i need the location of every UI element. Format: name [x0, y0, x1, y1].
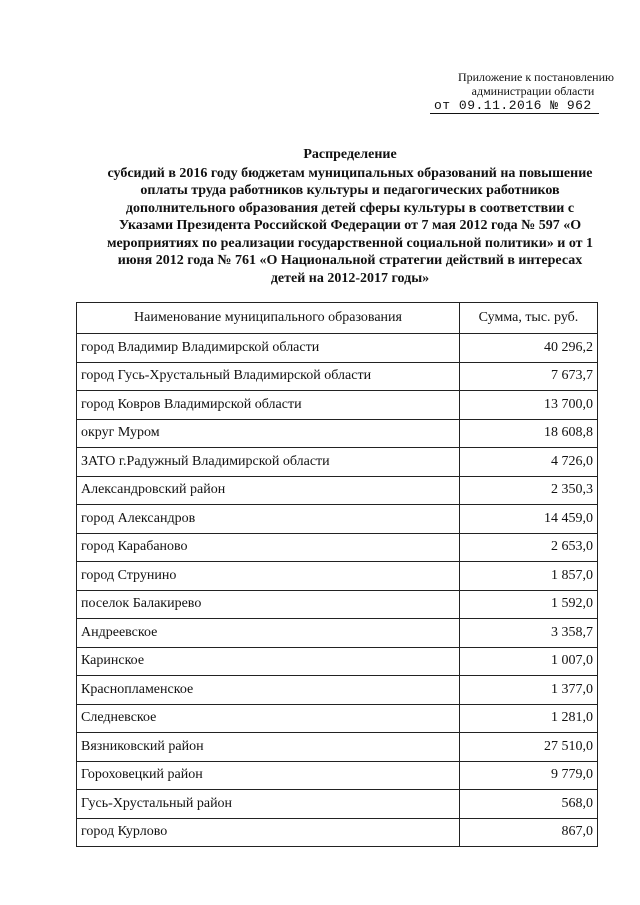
- municipality-name-cell: Каринское: [77, 647, 460, 676]
- appendix-date-number: от 09.11.2016 № 962: [430, 99, 599, 114]
- municipality-name-cell: город Курлово: [77, 818, 460, 847]
- municipality-name-cell: Александровский район: [77, 476, 460, 505]
- subsidy-amount-cell: 867,0: [460, 818, 598, 847]
- subsidy-amount-cell: 18 608,8: [460, 419, 598, 448]
- document-subtitle-line: мероприятиях по реализации государственной социальной политики» и от 1: [106, 235, 594, 251]
- subsidy-amount-cell: 27 510,0: [460, 733, 598, 762]
- table-row: [77, 676, 598, 705]
- table-row: [77, 818, 598, 847]
- municipality-name-cell: Гороховецкий район: [77, 761, 460, 790]
- municipality-name-cell: Вязниковский район: [77, 733, 460, 762]
- table-row: [77, 704, 598, 733]
- subsidies-table: [76, 302, 598, 847]
- document-subtitle-line: субсидий в 2016 году бюджетам муниципальных образований на повышение: [107, 165, 593, 181]
- table-body: [77, 334, 598, 847]
- municipality-name-cell: город Владимир Владимирской области: [77, 334, 460, 363]
- subsidy-amount-cell: 40 296,2: [460, 334, 598, 363]
- table-row: [77, 733, 598, 762]
- municipality-name-cell: город Александров: [77, 505, 460, 534]
- document-title: Распределение: [303, 147, 397, 162]
- municipality-name-cell: Краснопламенское: [77, 676, 460, 705]
- document-subtitle-line: оплаты труда работников культуры и педагогических работников: [140, 183, 560, 198]
- table-row: [77, 419, 598, 448]
- subsidy-amount-cell: 2 350,3: [460, 476, 598, 505]
- subsidy-amount-cell: 1 857,0: [460, 562, 598, 591]
- subsidy-amount-cell: 3 358,7: [460, 619, 598, 648]
- subsidy-amount-cell: 7 673,7: [460, 362, 598, 391]
- municipality-name-cell: город Гусь-Хрустальный Владимирской области: [77, 362, 460, 391]
- municipality-name-cell: Андреевское: [77, 619, 460, 648]
- municipality-name-cell: город Ковров Владимирской области: [77, 391, 460, 420]
- table-row: [77, 362, 598, 391]
- municipality-name-cell: Следневское: [77, 704, 460, 733]
- subsidy-amount-cell: 13 700,0: [460, 391, 598, 420]
- table-header-row: [77, 303, 598, 334]
- document-subtitle-line: Указами Президента Российской Федерации от 7 мая 2012 года № 597 «О: [118, 218, 582, 233]
- subsidy-amount-cell: 1 281,0: [460, 704, 598, 733]
- table-row: [77, 334, 598, 363]
- appendix-title: Приложение к постановлению: [457, 70, 614, 84]
- municipality-name-cell: город Карабаново: [77, 533, 460, 562]
- table-row: [77, 391, 598, 420]
- municipality-name-cell: поселок Балакирево: [77, 590, 460, 619]
- document-subtitle-line: дополнительного образования детей сферы культуры в соответствии с: [125, 200, 575, 216]
- table-row: [77, 790, 598, 819]
- table-row: [77, 619, 598, 648]
- table-row: [77, 505, 598, 534]
- subsidy-amount-cell: 568,0: [460, 790, 598, 819]
- subsidy-amount-cell: 1 377,0: [460, 676, 598, 705]
- municipality-name-cell: город Струнино: [77, 562, 460, 591]
- table-row: [77, 476, 598, 505]
- subsidy-amount-cell: 1 007,0: [460, 647, 598, 676]
- column-header-amount: Сумма, тыс. руб.: [460, 303, 598, 334]
- table-row: [77, 761, 598, 790]
- table-row: [77, 647, 598, 676]
- appendix-block: [430, 70, 614, 114]
- document-subtitle-line: детей на 2012-2017 годы»: [270, 270, 430, 286]
- document-heading: [80, 146, 620, 287]
- subsidy-amount-cell: 14 459,0: [460, 505, 598, 534]
- municipality-name-cell: округ Муром: [77, 419, 460, 448]
- document-subtitle-line: июня 2012 года № 761 «О Национальной стратегии действий в интересах: [117, 253, 583, 268]
- subsidy-amount-cell: 9 779,0: [460, 761, 598, 790]
- appendix-authority: администрации области: [471, 84, 595, 98]
- subsidy-amount-cell: 2 653,0: [460, 533, 598, 562]
- column-header-municipality: Наименование муниципального образования: [77, 303, 460, 334]
- municipality-name-cell: ЗАТО г.Радужный Владимирской области: [77, 448, 460, 477]
- municipality-name-cell: Гусь-Хрустальный район: [77, 790, 460, 819]
- table-row: [77, 590, 598, 619]
- table-row: [77, 533, 598, 562]
- subsidy-amount-cell: 1 592,0: [460, 590, 598, 619]
- table-row: [77, 562, 598, 591]
- table-row: [77, 448, 598, 477]
- subsidy-amount-cell: 4 726,0: [460, 448, 598, 477]
